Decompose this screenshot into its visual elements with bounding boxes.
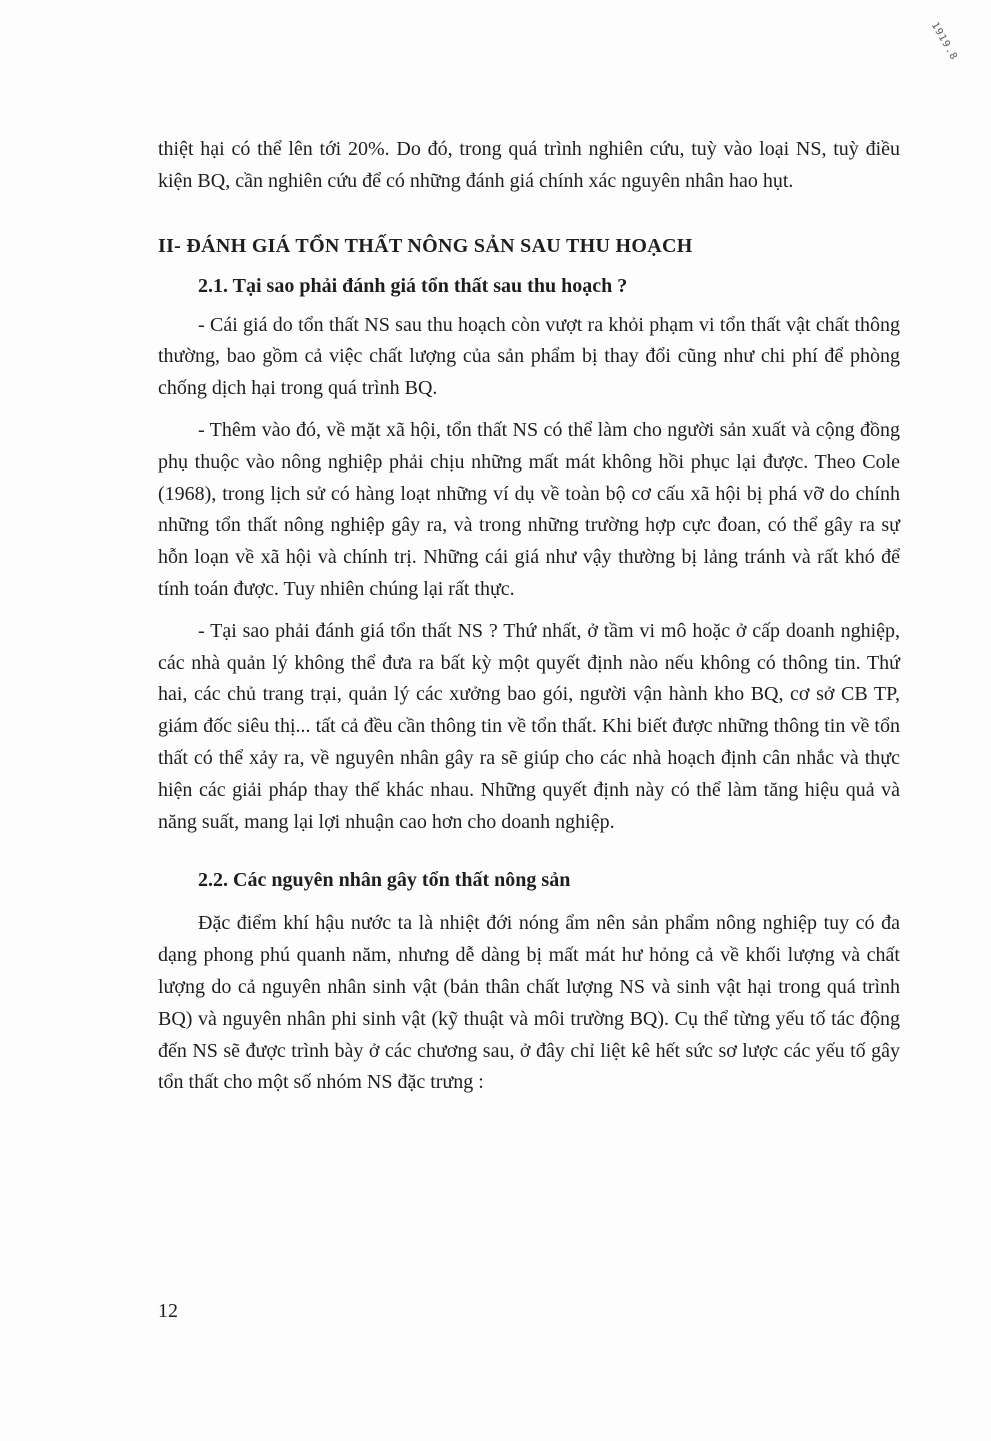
corner-stamp: 1919.8 xyxy=(928,20,960,63)
paragraph-cost-of-loss: - Cái giá do tổn thất NS sau thu hoạch còn vượt ra khỏi phạm vi tổn thất vật chất thông thường, bao gồm cả việc chất lượng của sản phẩm bị thay đổi cũng như chi phí để phòng chống dịch hại trong quá trình BQ. xyxy=(158,313,900,400)
page-number: 12 xyxy=(158,1300,178,1322)
subsection-heading-2-1: 2.1. Tại sao phải đánh giá tổn thất sau thu hoạch ? xyxy=(198,274,628,297)
paragraph-why-assess: - Tại sao phải đánh giá tổn thất NS ? Thứ nhất, ở tầm vi mô hoặc ở cấp doanh nghiệp, các nhà quản lý không thể đưa ra bất kỳ một quyết định nào nếu không có thông tin. Thứ hai, các chủ trang trại, quản lý các xưởng bao gói, người vận hành kho BQ, cơ sở CB TP, giám đốc siêu thị... tất cả đều cần thông tin về tổn thất. Khi biết được những thông tin về tổn thất có thể xảy ra, về nguyên nhân gây ra sẽ giúp cho các nhà hoạch định cân nhắc và thực hiện các giải pháp thay thế khác nhau. Những quyết định này có thể làm tăng hiệu quả và năng suất, mang lại lợi nhuận cao hơn cho doanh nghiệp. xyxy=(158,619,900,833)
section-heading-ii: II- ĐÁNH GIÁ TỔN THẤT NÔNG SẢN SAU THU HOẠCH xyxy=(158,234,693,257)
paragraph-causes: Đặc điểm khí hậu nước ta là nhiệt đới nóng ẩm nên sản phẩm nông nghiệp tuy có đa dạng phong phú quanh năm, nhưng dễ dàng bị mất mát hư hỏng cả về khối lượng và chất lượng do cả nguyên nhân sinh vật (bản thân chất lượng NS và sinh vật hại trong quá trình BQ) và nguyên nhân phi sinh vật (kỹ thuật và môi trường BQ). Cụ thể từng yếu tố tác động đến NS sẽ được trình bày ở các chương sau, ở đây chỉ liệt kê hết sức sơ lược các yếu tố gây tổn thất cho một số nhóm NS đặc trưng : xyxy=(158,912,900,1094)
paragraph-continuation: thiệt hại có thể lên tới 20%. Do đó, trong quá trình nghiên cứu, tuỳ vào loại NS, tuỳ điều kiện BQ, cần nghiên cứu để có những đánh giá chính xác nguyên nhân hao hụt. xyxy=(158,138,900,192)
paragraph-social-impact: - Thêm vào đó, về mặt xã hội, tổn thất NS có thể làm cho người sản xuất và cộng đồng phụ thuộc vào nông nghiệp phải chịu những mất mát không hồi phục lại được. Theo Cole (1968), trong lịch sử có hàng loạt những ví dụ về toàn bộ cơ cấu xã hội bị phá vỡ do chính những tổn thất nông nghiệp gây ra, và trong những trường hợp cực đoan, có thể gây ra sự hỗn loạn về xã hội và chính trị. Những cái giá như vậy thường bị lảng tránh và rất khó để tính toán được. Tuy nhiên chúng lại rất thực. xyxy=(158,418,900,600)
subsection-heading-2-2: 2.2. Các nguyên nhân gây tổn thất nông sản xyxy=(198,869,571,892)
page-content xyxy=(158,134,900,1099)
